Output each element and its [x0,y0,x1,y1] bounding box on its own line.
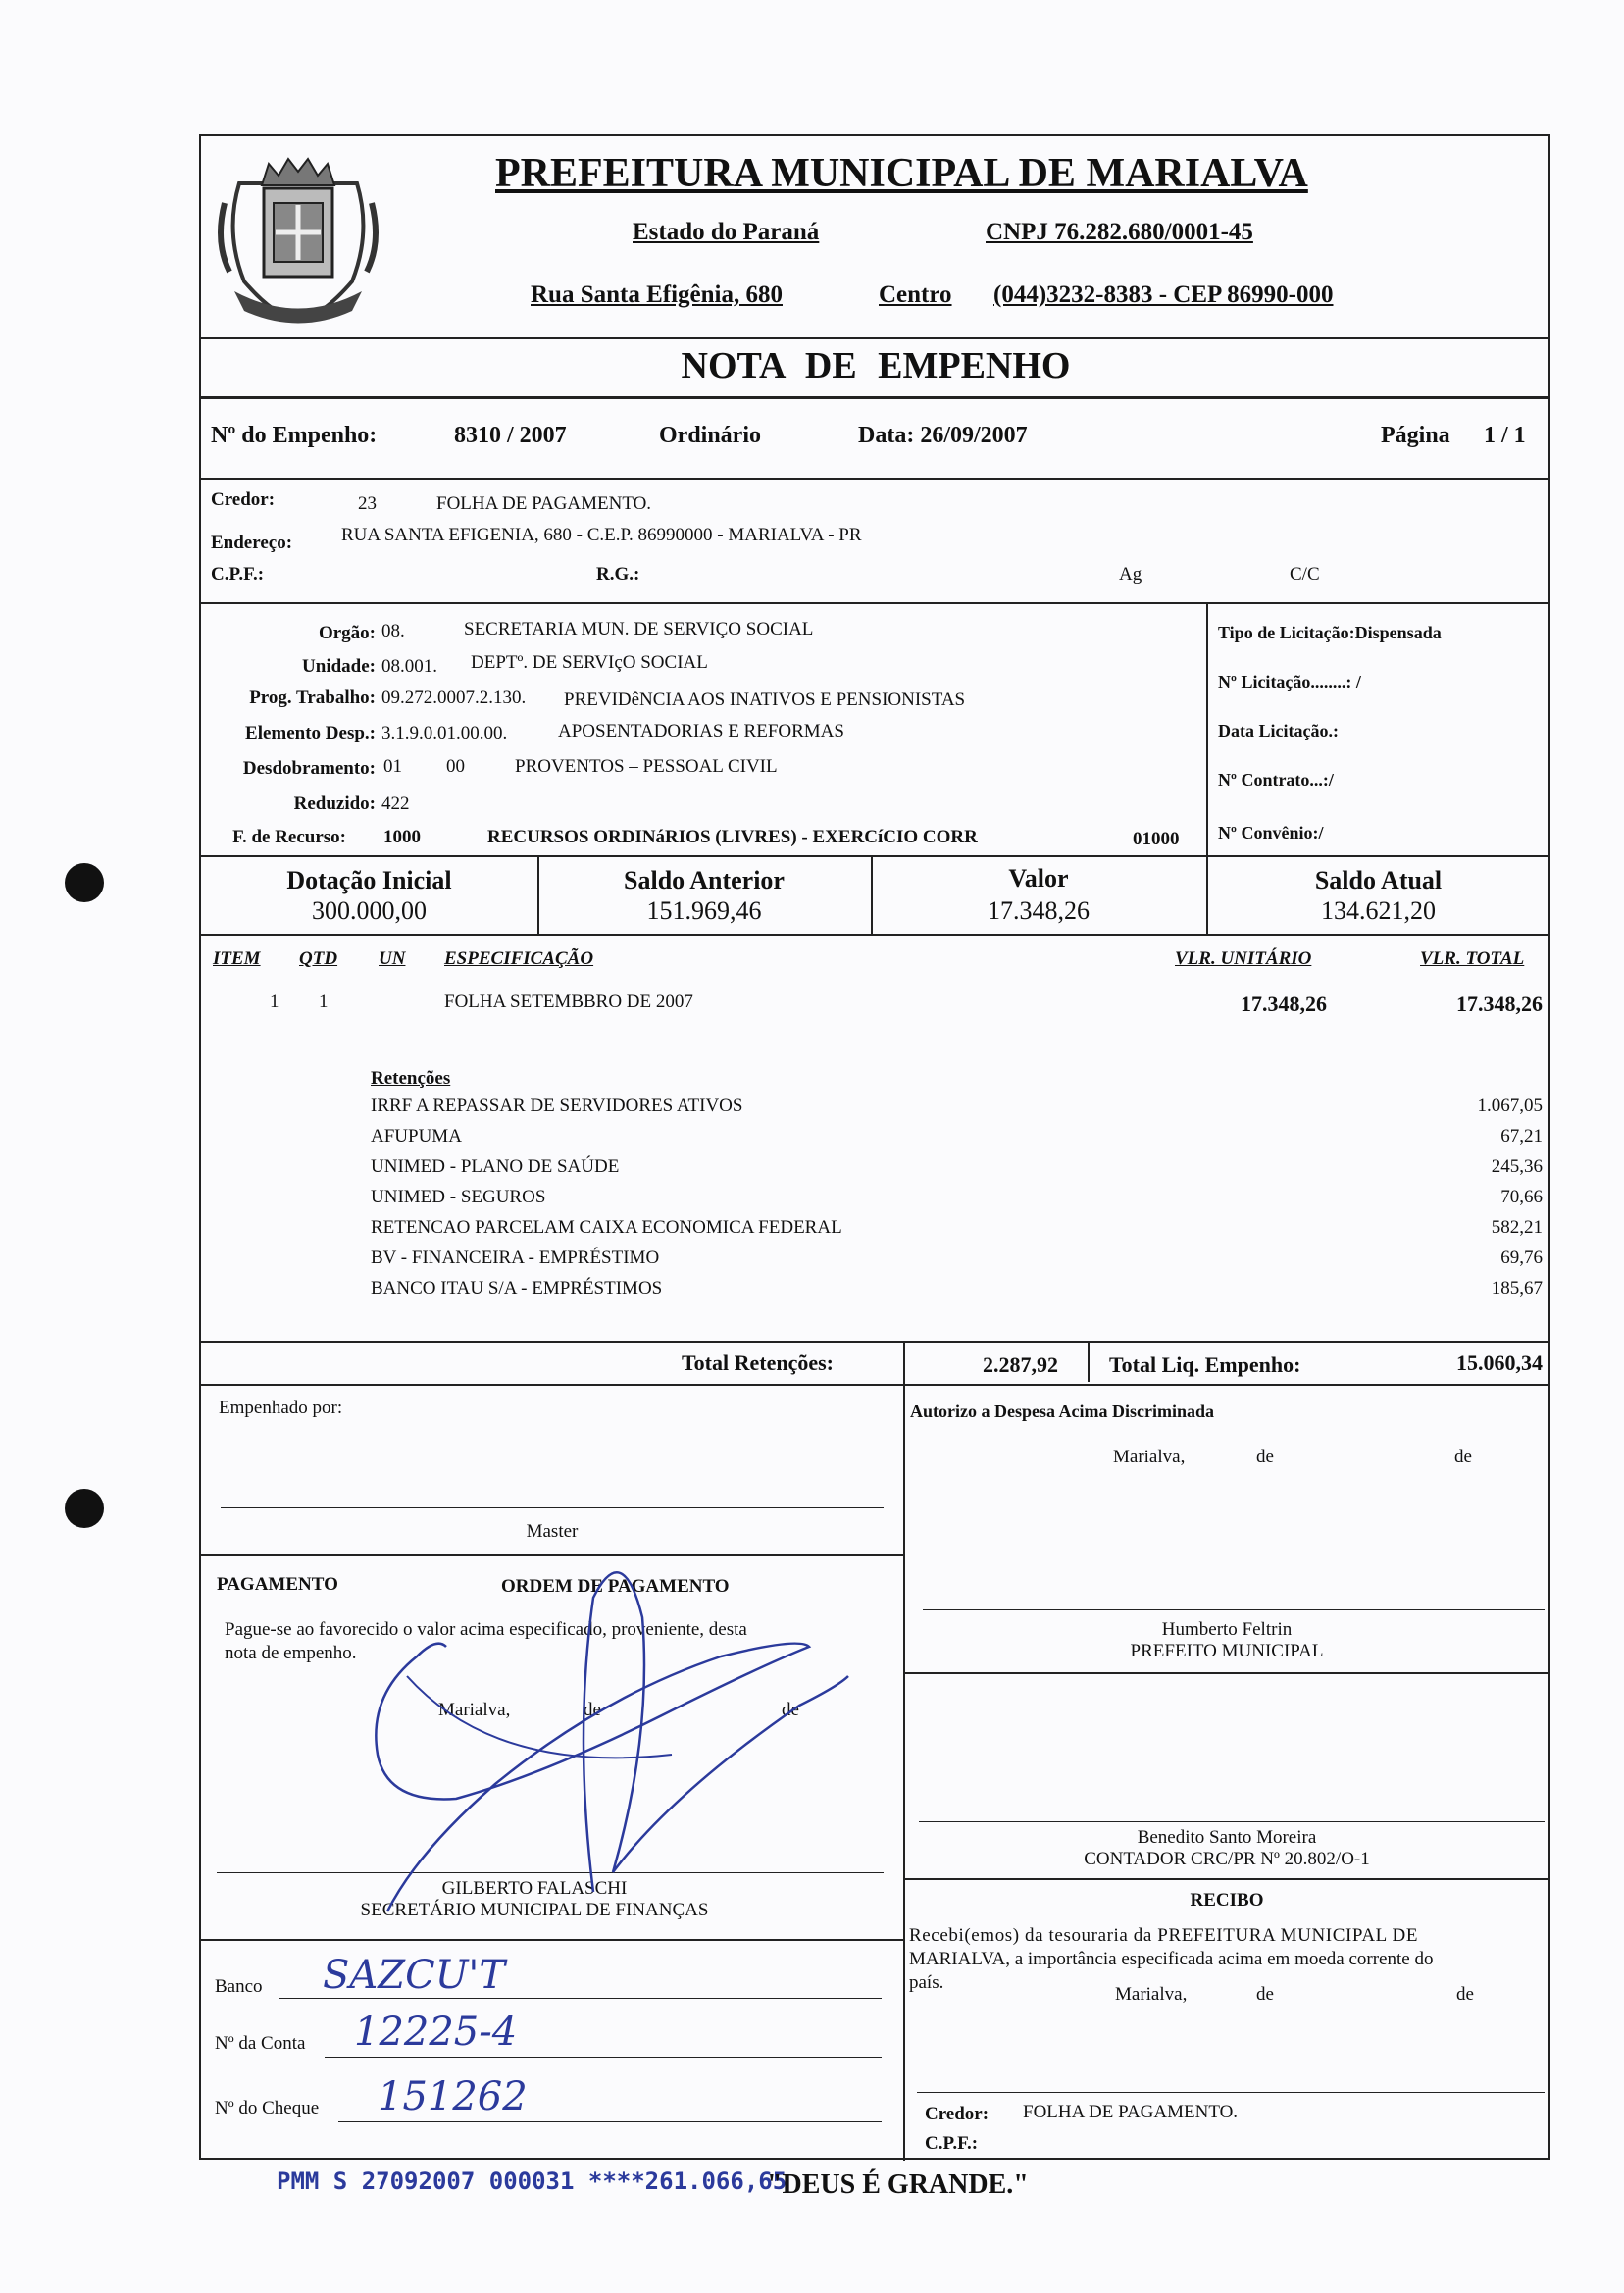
orgao-name: SECRETARIA MUN. DE SERVIÇO SOCIAL [464,619,814,639]
item-total-value: 17.348,26 [1456,992,1543,1016]
recibo-cpf-label: C.P.F.: [925,2133,979,2154]
dotacao-inicial-value: 300.000,00 [312,896,427,925]
pagamento-label: PAGAMENTO [217,1574,338,1595]
prog-name: PREVIDêNCIA AOS INATIVOS E PENSIONISTAS [564,689,966,710]
retencao-value: 69,76 [1500,1248,1543,1268]
retencao-desc: UNIMED - SEGUROS [371,1187,546,1207]
recibo-line2: MARIALVA, a importância especificada acima em moeda corrente do [909,1949,1434,1969]
desdobramento-code1: 01 [383,756,402,777]
prefeito-name: Humberto Feltrin [1161,1619,1293,1640]
recibo-credor-name: FOLHA DE PAGAMENTO. [1023,2102,1239,2122]
recurso-code2: 01000 [1133,829,1180,849]
desdobramento-label: Desdobramento: [242,758,376,779]
dotacao-inicial-label: Dotação Inicial [286,866,452,894]
pagamento-de1: de [584,1700,601,1720]
empenho-number-label: Nº do Empenho: [211,423,378,448]
empenho-type: Ordinário [659,423,762,448]
desdobramento-name: PROVENTOS – PESSOAL CIVIL [515,756,778,777]
unidade-code: 08.001. [381,656,437,677]
conta-label: Nº da Conta [215,2033,306,2054]
retencao-value: 185,67 [1491,1278,1543,1299]
autorizo-de2: de [1454,1447,1472,1467]
data-licitacao: Data Licitação.: [1218,721,1339,740]
recibo-marialva: Marialva, [1115,1984,1188,2005]
punch-hole [65,863,104,902]
saldo-atual-value: 134.621,20 [1321,896,1436,925]
retencao-value: 1.067,05 [1477,1096,1543,1116]
bank-stamp: PMM S 27092007 000031 ****261.066,65 [277,2167,787,2195]
item-qtd: 1 [319,992,329,1012]
numero-licitacao: Nº Licitação........: / [1218,672,1361,691]
secretario-title: SECRETÁRIO MUNICIPAL DE FINANÇAS [360,1900,709,1920]
retencao-value: 67,21 [1500,1126,1543,1146]
numero-convenio: Nº Convênio:/ [1218,823,1324,842]
cheque-handwritten: 151262 [378,2074,528,2119]
contador-name: Benedito Santo Moreira [1137,1827,1317,1848]
retencao-desc: UNIMED - PLANO DE SAÚDE [371,1156,620,1177]
prog-label: Prog. Trabalho: [249,688,376,708]
header-district: Centro [879,281,952,308]
col-especificacao: ESPECIFICAÇÃO [444,948,594,969]
empenho-date: Data: 26/09/2007 [858,423,1028,448]
header-cnpj: CNPJ 76.282.680/0001-45 [986,219,1253,245]
endereco: RUA SANTA EFIGENIA, 680 - C.E.P. 86990000 - MARIALVA - PR [341,525,862,545]
orgao-label: Orgão: [318,623,376,643]
total-liq-value: 15.060,34 [1456,1350,1543,1375]
header-address: Rua Santa Efigênia, 680 [531,281,783,308]
ag-label: Ag [1119,564,1142,585]
tipo-licitacao: Tipo de Licitação:Dispensada [1218,623,1442,642]
doc-title: NOTA DE EMPENHO [681,345,1071,386]
retencao-value: 582,21 [1491,1217,1543,1238]
banco-label: Banco [215,1976,263,1997]
retencao-desc: BANCO ITAU S/A - EMPRÉSTIMOS [371,1278,663,1299]
col-item: ITEM [213,948,261,969]
total-liq-label: Total Liq. Empenho: [1109,1352,1301,1377]
col-qtd: QTD [299,948,338,969]
credor-code: 23 [358,493,377,514]
cpf-label: C.P.F.: [211,564,265,585]
retencao-desc: RETENCAO PARCELAM CAIXA ECONOMICA FEDERAL [371,1217,842,1238]
retencao-desc: AFUPUMA [371,1126,462,1146]
retencao-value: 70,66 [1500,1187,1543,1207]
item-desc: FOLHA SETEMBBRO DE 2007 [444,992,693,1012]
recurso-code: 1000 [383,827,421,847]
footer-motto: "DEUS É GRANDE." [767,2169,1029,2200]
header-phone-cep: (044)3232-8383 - CEP 86990-000 [993,281,1334,308]
recibo-title: RECIBO [1190,1890,1264,1911]
pague-line2: nota de empenho. [225,1643,357,1663]
endereco-label: Endereço: [211,533,293,553]
retencao-desc: BV - FINANCEIRA - EMPRÉSTIMO [371,1248,660,1268]
empenhado-por: Empenhado por: [219,1398,343,1418]
col-un: UN [379,948,406,969]
rg-label: R.G.: [596,564,640,585]
banco-handwritten: SAZCU'T [323,1953,506,1998]
header-title: PREFEITURA MUNICIPAL DE MARIALVA [495,151,1308,196]
secretario-signature-icon [348,1539,937,1951]
saldo-anterior-label: Saldo Anterior [624,866,785,894]
item-number: 1 [270,992,279,1012]
saldo-anterior-value: 151.969,46 [646,896,762,925]
recurso-label: F. de Recurso: [232,827,346,847]
valor-value: 17.348,26 [988,896,1090,925]
total-retencoes-value: 2.287,92 [983,1352,1058,1377]
pagamento-de2: de [782,1700,799,1720]
col-vlr-total: VLR. TOTAL [1420,948,1525,969]
punch-hole [65,1489,104,1528]
elemento-name: APOSENTADORIAS E REFORMAS [558,721,844,741]
cheque-label: Nº do Cheque [215,2098,320,2118]
desdobramento-code2: 00 [446,756,465,777]
orgao-code: 08. [381,621,405,641]
nota-de-empenho [199,134,1550,2160]
saldo-atual-label: Saldo Atual [1314,866,1443,894]
recibo-line1: Recebi(emos) da tesouraria da PREFEITURA MUNICIPAL DE [909,1925,1419,1946]
col-vlr-unitario: VLR. UNITÁRIO [1175,948,1312,969]
recibo-credor-label: Credor: [925,2104,990,2124]
pagamento-marialva: Marialva, [438,1700,511,1720]
reduzido-code: 422 [381,793,410,814]
empenho-number: 8310 / 2007 [454,423,567,448]
total-retencoes-label: Total Retenções: [682,1350,834,1375]
retencao-desc: IRRF A REPASSAR DE SERVIDORES ATIVOS [371,1096,743,1116]
page-number: 1 / 1 [1484,423,1526,448]
elemento-code: 3.1.9.0.01.00.00. [381,723,508,743]
autorizo-despesa: Autorizo a Despesa Acima Discriminada [910,1401,1214,1421]
retencao-value: 245,36 [1491,1156,1543,1177]
secretario-name: GILBERTO FALASCHI [441,1878,628,1899]
unidade-name: DEPTº. DE SERVIçO SOCIAL [471,652,708,673]
master-label: Master [526,1521,579,1542]
valor-label: Valor [1008,864,1069,892]
conta-handwritten: 12225-4 [354,2010,518,2055]
recibo-de1: de [1256,1984,1274,2005]
item-unit-value: 17.348,26 [1241,992,1327,1016]
credor-name: FOLHA DE PAGAMENTO. [436,493,652,514]
unidade-label: Unidade: [302,656,376,677]
autorizo-marialva: Marialva, [1113,1447,1186,1467]
credor-label: Credor: [211,489,276,510]
retencoes-title: Retenções [371,1068,451,1089]
prog-code: 09.272.0007.2.130. [381,688,527,708]
contador-title: CONTADOR CRC/PR Nº 20.802/O-1 [1084,1849,1370,1869]
recibo-line3: país. [909,1972,944,1993]
elemento-label: Elemento Desp.: [245,723,376,743]
numero-contrato: Nº Contrato...:/ [1218,770,1334,790]
page-label: Página [1381,423,1450,448]
recibo-de2: de [1456,1984,1474,2005]
header-state: Estado do Paraná [633,219,820,245]
ordem-pagamento-label: ORDEM DE PAGAMENTO [501,1576,730,1597]
municipal-crest-icon [205,144,391,331]
recurso-name: RECURSOS ORDINáRIOS (LIVRES) - EXERCíCIO CORR [487,827,978,847]
autorizo-de1: de [1256,1447,1274,1467]
cc-label: C/C [1290,564,1320,585]
prefeito-title: PREFEITO MUNICIPAL [1130,1641,1324,1661]
pague-line1: Pague-se ao favorecido o valor acima especificado, proveniente, desta [225,1619,747,1640]
reduzido-label: Reduzido: [293,793,376,814]
